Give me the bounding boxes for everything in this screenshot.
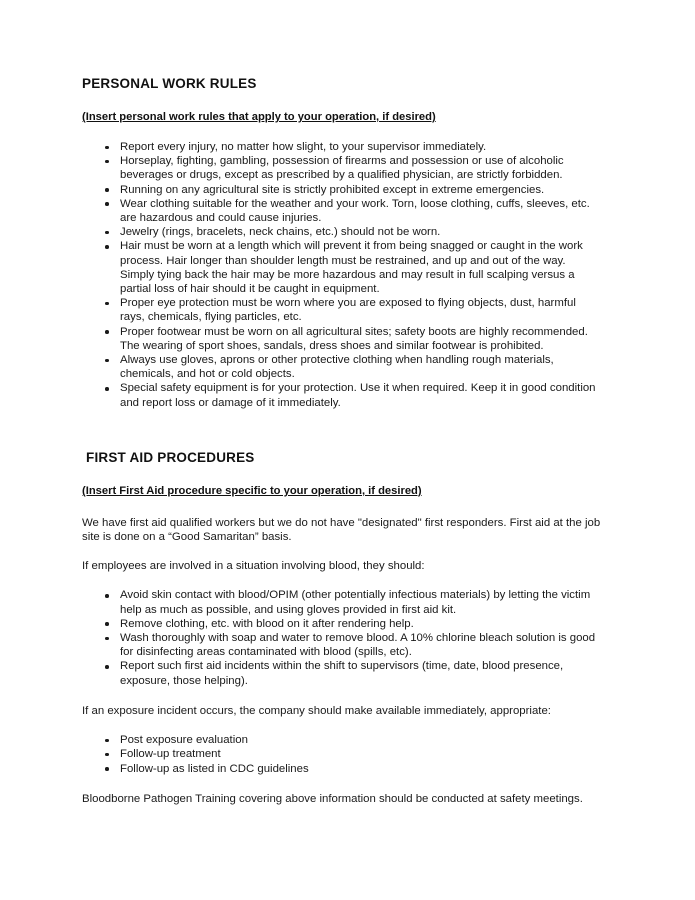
document-content bbox=[82, 76, 602, 806]
list-item: Proper eye protection must be worn where you are exposed to flying objects, dust, harmful rays, chemicals, flying particles, etc. bbox=[82, 296, 602, 324]
list-item: Special safety equipment is for your protection. Use it when required. Keep it in good condition and report loss or damage of it immediately. bbox=[82, 381, 602, 409]
personal-work-rules-list bbox=[82, 140, 602, 410]
spacer bbox=[82, 688, 602, 704]
spacer bbox=[82, 92, 602, 110]
list-item: Always use gloves, aprons or other protective clothing when handling rough materials, chemicals, and hot or cold objects. bbox=[82, 353, 602, 381]
paragraph-exposure-incident-intro: If an exposure incident occurs, the company should make available immediately, appropriate: bbox=[82, 704, 551, 717]
list-item: Post exposure evaluation bbox=[82, 733, 602, 747]
exposure-incident-list bbox=[82, 733, 602, 776]
list-item: Follow-up as listed in CDC guidelines bbox=[82, 762, 602, 776]
list-item: Running on any agricultural site is strictly prohibited except in extreme emergencies. bbox=[82, 183, 602, 197]
spacer bbox=[82, 466, 602, 484]
list-item: Follow-up treatment bbox=[82, 747, 602, 761]
list-item: Jewelry (rings, bracelets, neck chains, etc.) should not be worn. bbox=[82, 225, 602, 239]
spacer bbox=[82, 573, 602, 588]
list-item: Horseplay, fighting, gambling, possession of firearms and possession or use of alcoholic beverages or drugs, except as prescribed by a qualified physician, are strictly forbidden. bbox=[82, 154, 602, 182]
insert-note-first-aid: (Insert First Aid procedure specific to your operation, if desired) bbox=[82, 484, 422, 497]
paragraph-bloodborne-pathogen-training: Bloodborne Pathogen Training covering above information should be conducted at safety meetings. bbox=[82, 792, 583, 805]
spacer bbox=[82, 410, 602, 450]
insert-note-personal-work-rules: (Insert personal work rules that apply to your operation, if desired) bbox=[82, 111, 436, 123]
list-item: Avoid skin contact with blood/OPIM (other potentially infectious materials) by letting the victim help as much as possible, and using gloves provided in first aid kit. bbox=[82, 588, 602, 616]
list-item: Wear clothing suitable for the weather and your work. Torn, loose clothing, cuffs, sleeves, etc. are hazardous and could cause injuries. bbox=[82, 197, 602, 225]
spacer bbox=[82, 718, 602, 733]
blood-procedures-list bbox=[82, 588, 602, 687]
page-title-personal-work-rules: PERSONAL WORK RULES bbox=[82, 76, 257, 91]
paragraph-first-aid-responders: We have first aid qualified workers but we do not have "designated" first responders. First aid at the job site is done on a “Good Samaritan” basis. bbox=[82, 516, 601, 544]
page-title-first-aid-procedures: FIRST AID PROCEDURES bbox=[86, 449, 255, 465]
list-item: Proper footwear must be worn on all agricultural sites; safety boots are highly recommended. The wearing of sport shoes, sandals, dress shoes and similar footwear is prohibited. bbox=[82, 325, 602, 353]
spacer bbox=[82, 544, 602, 559]
paragraph-blood-situation-intro: If employees are involved in a situation involving blood, they should: bbox=[82, 560, 425, 573]
list-item: Report every injury, no matter how slight, to your supervisor immediately. bbox=[82, 140, 602, 154]
spacer bbox=[82, 776, 602, 792]
list-item: Wash thoroughly with soap and water to remove blood. A 10% chlorine bleach solution is good for disinfecting areas contaminated with blood (spills, etc). bbox=[82, 631, 602, 659]
spacer bbox=[82, 124, 602, 140]
list-item: Report such first aid incidents within the shift to supervisors (time, date, blood presence, exposure, those helping). bbox=[82, 659, 602, 687]
list-item: Hair must be worn at a length which will prevent it from being snagged or caught in the work process. Hair longer than shoulder length must be restrained, and up and out of the way. Simply tying back the hair may be more hazardous and may result in full scalping versus a partial loss of hair should it be caught in equipment. bbox=[82, 239, 602, 296]
list-item: Remove clothing, etc. with blood on it after rendering help. bbox=[82, 617, 602, 631]
spacer bbox=[82, 498, 602, 516]
